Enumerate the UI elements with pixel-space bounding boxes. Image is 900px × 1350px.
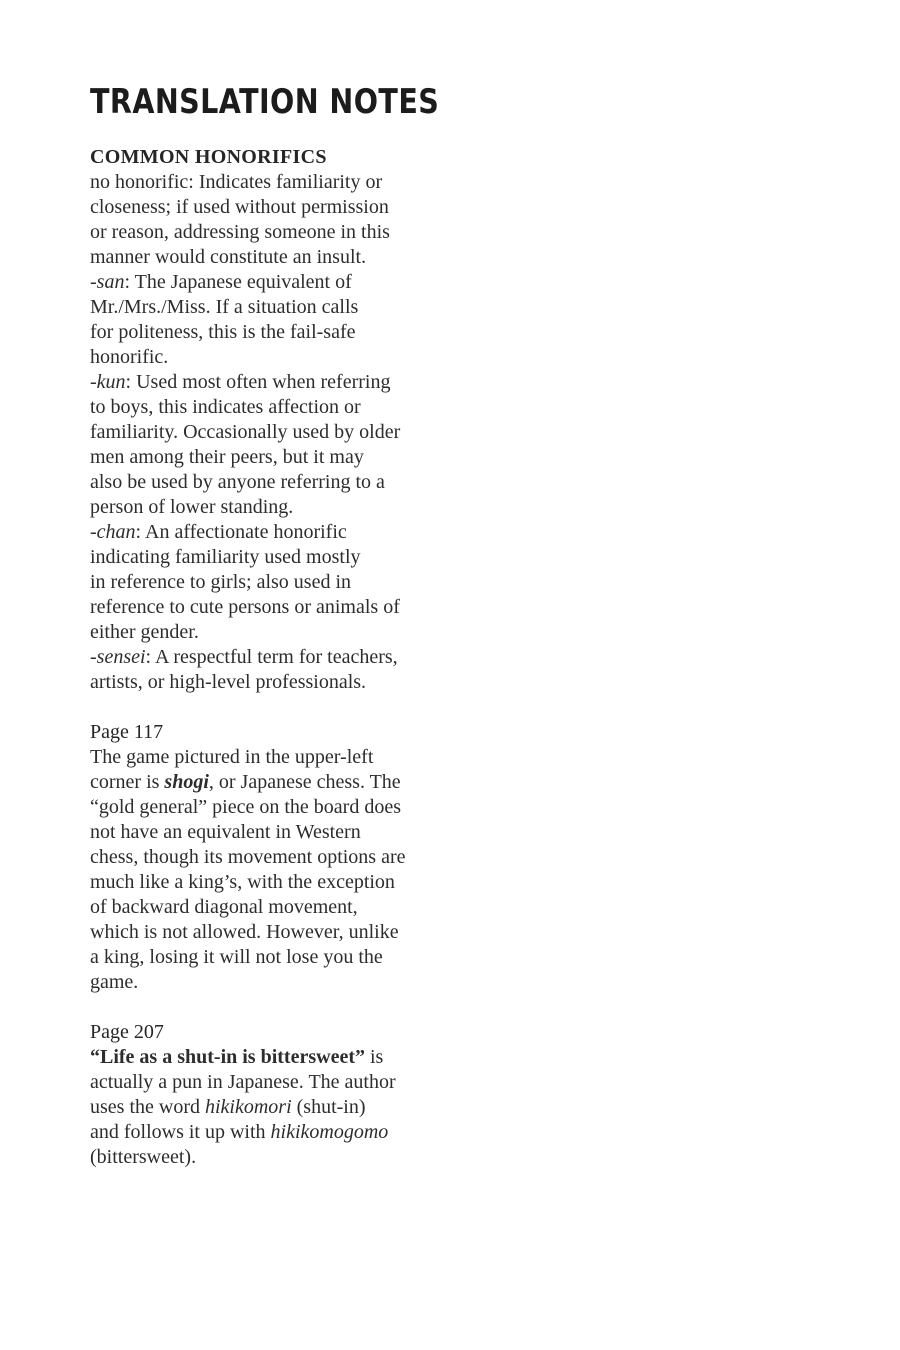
text-segment: corner is (90, 771, 165, 793)
text-line (90, 395, 570, 420)
text-segment: not have an equivalent in Western (90, 821, 361, 843)
note-section (90, 145, 570, 695)
text-segment: indicating familiarity used mostly (90, 546, 361, 568)
text-segment: (shut-in) (291, 1096, 366, 1118)
text-line (90, 320, 570, 345)
text-line (90, 1120, 570, 1145)
text-segment: Mr./Mrs./Miss. If a situation calls (90, 296, 359, 318)
text-segment: to boys, this indicates affection or (90, 396, 361, 418)
text-line (90, 520, 570, 545)
text-line (90, 645, 570, 670)
text-line (90, 745, 570, 770)
text-line (90, 770, 570, 795)
text-segment: familiarity. Occasionally used by older (90, 421, 401, 443)
text-segment: for politeness, this is the fail-safe (90, 321, 356, 343)
text-segment: men among their peers, but it may (90, 446, 364, 468)
page-title: TRANSLATION NOTES (90, 82, 440, 122)
text-segment: a king, losing it will not lose you the (90, 946, 383, 968)
text-segment: and follows it up with (90, 1121, 271, 1143)
text-line (90, 220, 570, 245)
text-line (90, 620, 570, 645)
text-line (90, 570, 570, 595)
text-line (90, 820, 570, 845)
text-segment: shogi (164, 771, 209, 793)
text-line (90, 945, 570, 970)
text-segment: -kun (90, 371, 126, 393)
note-section (90, 1020, 570, 1170)
text-segment: : A respectful term for teachers, (145, 646, 398, 668)
text-segment: -san (90, 271, 125, 293)
text-line (90, 370, 570, 395)
text-segment: which is not allowed. However, unlike (90, 921, 399, 943)
section-heading: COMMON HONORIFICS (90, 146, 327, 168)
text-line (90, 495, 570, 520)
text-line (90, 1070, 570, 1095)
text-line (90, 1145, 570, 1170)
text-segment: no honorific: Indicates familiarity or (90, 171, 383, 193)
text-segment: -chan (90, 521, 136, 543)
text-line (90, 420, 570, 445)
text-segment: honorific. (90, 346, 169, 368)
text-line (90, 595, 570, 620)
text-segment: also be used by anyone referring to a (90, 471, 385, 493)
text-line (90, 895, 570, 920)
text-segment: actually a pun in Japanese. The author (90, 1071, 396, 1093)
text-segment: is (364, 1046, 384, 1068)
text-line (90, 795, 570, 820)
text-line (90, 545, 570, 570)
text-segment: person of lower standing. (90, 496, 294, 518)
text-line (90, 920, 570, 945)
text-line (90, 670, 570, 695)
text-segment: The game pictured in the upper-left (90, 746, 374, 768)
text-line (90, 845, 570, 870)
text-segment: : The Japanese equivalent of (124, 271, 352, 293)
text-segment: much like a king’s, with the exception (90, 871, 395, 893)
text-segment: chess, though its movement options are (90, 846, 406, 868)
text-segment: : An affectionate honorific (135, 521, 347, 543)
text-line (90, 1095, 570, 1120)
text-segment: in reference to girls; also used in (90, 571, 352, 593)
text-line (90, 1045, 570, 1070)
text-segment: : Used most often when referring (125, 371, 391, 393)
text-segment: manner would constitute an insult. (90, 246, 367, 268)
text-segment: uses the word (90, 1096, 205, 1118)
text-segment: either gender. (90, 621, 199, 643)
text-line (90, 170, 570, 195)
sections (90, 145, 570, 1170)
text-line (90, 470, 570, 495)
text-line (90, 295, 570, 320)
text-segment: reference to cute persons or animals of (90, 596, 400, 618)
text-segment: or reason, addressing someone in this (90, 221, 390, 243)
text-segment: (bittersweet). (90, 1146, 197, 1168)
text-line (90, 345, 570, 370)
section-heading: Page 207 (90, 1021, 164, 1043)
page-content (90, 82, 570, 1195)
text-line (90, 445, 570, 470)
text-segment: hikikomori (204, 1096, 292, 1118)
note-section (90, 720, 570, 995)
text-segment: -sensei (90, 646, 146, 668)
text-line (90, 870, 570, 895)
text-segment: artists, or high-level professionals. (90, 671, 367, 693)
text-segment: , or Japanese chess. The (208, 771, 401, 793)
text-segment: closeness; if used without permission (90, 196, 389, 218)
text-segment: of backward diagonal movement, (90, 896, 358, 918)
text-segment: “gold general” piece on the board does (90, 796, 401, 818)
text-segment: hikikomogomo (270, 1121, 389, 1143)
text-segment: game. (90, 971, 139, 993)
section-heading: Page 117 (90, 721, 164, 743)
text-line (90, 195, 570, 220)
text-line (90, 270, 570, 295)
text-line (90, 245, 570, 270)
title-row (90, 82, 570, 122)
text-segment: “Life as a shut-in is bittersweet” (90, 1046, 365, 1068)
text-line (90, 970, 570, 995)
